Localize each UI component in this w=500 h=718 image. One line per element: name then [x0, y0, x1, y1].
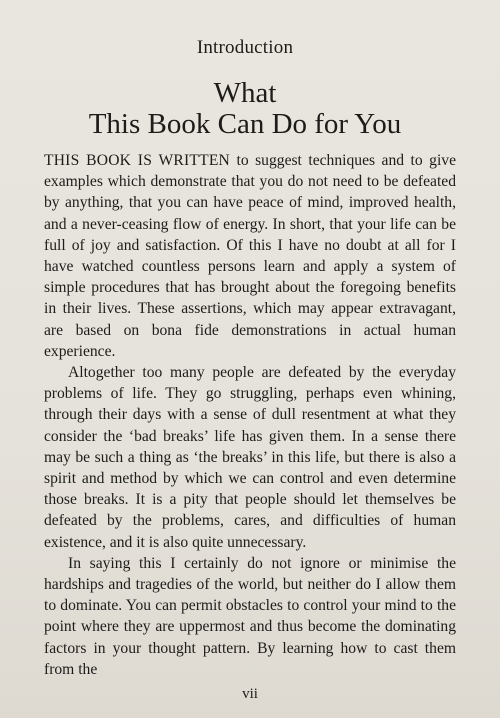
body-text — [44, 150, 456, 680]
paragraph-1 — [44, 150, 456, 362]
paragraph-3-text: In saying this I certainly do not ignore or minimise the hardships and tragedies of the world, but neither do I allow them to dominate. You can permit obstacles to control your mind to the point where they are uppermost and thus become the dominating factors in your thought pattern. By learning how to cast them from the — [44, 554, 456, 678]
chapter-title-line-2: This Book Can Do for You — [88, 108, 402, 140]
paragraph-2 — [44, 362, 456, 553]
chapter-title-line-1: What — [213, 77, 277, 109]
paragraph-1-opening: THIS BOOK IS WRITTEN — [44, 152, 231, 169]
page-number: vii — [242, 686, 258, 702]
paragraph-1-text: to suggest techniques and to give examples which demonstrate that you do not need to be defeated by anything, that you can have peace of mind, improved health, and a never-ceasing flow of energy. In short, that your life can be full of joy and satisfaction. Of this I have no doubt at all for I have watched countless persons learn and apply a system of simple procedures that has brought about the foregoing benefits in their lives. These assertions, which may appear extravagant, are based on bona fide demonstrations in actual human experience. — [44, 152, 456, 360]
paragraph-2-text: Altogether too many people are defeated by the everyday problems of life. They go struggling, perhaps even whining, through their days with a sense of dull resentment at what they consider the ‘bad breaks’ life has given them. In a sense there may be such a thing as ‘the breaks’ in this life, but there is also a spirit and method by which we can control and even determine those breaks. It is a pity that people should let themselves be defeated by the problems, cares, and difficulties of human existence, and it is also quite unnecessary. — [44, 364, 456, 551]
paragraph-3 — [44, 553, 456, 680]
chapter-label: Introduction — [196, 37, 294, 58]
